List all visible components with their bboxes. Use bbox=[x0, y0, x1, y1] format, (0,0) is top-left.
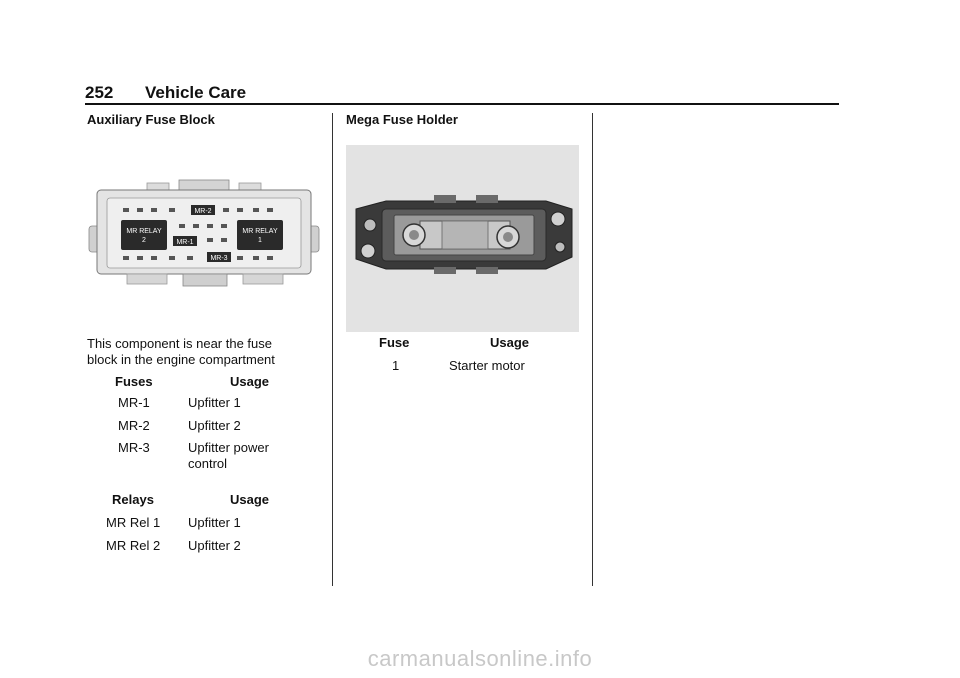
page-number: 252 bbox=[85, 83, 114, 102]
fuse-block-illustration bbox=[87, 176, 321, 290]
mega-row-1-usage: Starter motor bbox=[449, 358, 525, 373]
fuses-row-3-usage bbox=[188, 440, 269, 472]
fuses-row-1-usage: Upfitter 1 bbox=[188, 395, 241, 410]
relays-row-2-usage: Upfitter 2 bbox=[188, 538, 241, 553]
fuses-row-3-id: MR-3 bbox=[118, 440, 150, 455]
header-rule bbox=[85, 103, 839, 105]
relays-row-1-id: MR Rel 1 bbox=[106, 515, 161, 530]
auxiliary-fuse-block-heading: Auxiliary Fuse Block bbox=[87, 112, 215, 127]
fuses-row-3-usage-line-2: control bbox=[188, 456, 228, 471]
mega-fuse-holder-heading: Mega Fuse Holder bbox=[346, 112, 458, 127]
fuses-table-header-fuses: Fuses bbox=[115, 374, 153, 389]
relay2-label-line2: 2 bbox=[142, 237, 146, 244]
mega-row-1-id: 1 bbox=[392, 358, 400, 373]
column-divider-1 bbox=[332, 113, 333, 586]
description-line-1: This component is near the fuse bbox=[87, 336, 272, 351]
mega-table-header-fuse: Fuse bbox=[379, 335, 410, 350]
mr3-label: MR-3 bbox=[210, 255, 228, 262]
column-divider-2 bbox=[592, 113, 593, 586]
mega-fuse-illustration bbox=[346, 145, 579, 332]
fuses-row-1-id: MR-1 bbox=[118, 395, 150, 410]
fuses-table-header-usage: Usage bbox=[230, 374, 270, 389]
mr2-label: MR-2 bbox=[194, 208, 212, 215]
page-header bbox=[85, 83, 246, 103]
relay1-label-line1: MR RELAY bbox=[242, 228, 278, 235]
relays-row-2-id: MR Rel 2 bbox=[106, 538, 161, 553]
mega-table-header-usage: Usage bbox=[490, 335, 530, 350]
description-line-2: block in the engine compartment bbox=[87, 352, 275, 367]
section-title: Vehicle Care bbox=[145, 83, 247, 102]
relay1-label-line2: 1 bbox=[258, 237, 262, 244]
relays-table-header-usage: Usage bbox=[230, 492, 270, 507]
watermark: carmanualsonline.info bbox=[367, 646, 593, 671]
fuses-row-2-usage: Upfitter 2 bbox=[188, 418, 241, 433]
mr1-label: MR-1 bbox=[176, 239, 194, 246]
fuses-row-3-usage-line-1: Upfitter power bbox=[188, 440, 269, 455]
auxiliary-fuse-block-figure bbox=[87, 176, 321, 290]
fuses-row-2-id: MR-2 bbox=[118, 418, 150, 433]
mega-fuse-holder-figure bbox=[346, 145, 579, 332]
auxiliary-description bbox=[87, 336, 327, 368]
relays-row-1-usage: Upfitter 1 bbox=[188, 515, 241, 530]
relay2-label-line1: MR RELAY bbox=[126, 228, 162, 235]
relays-table-header-relays: Relays bbox=[112, 492, 154, 507]
